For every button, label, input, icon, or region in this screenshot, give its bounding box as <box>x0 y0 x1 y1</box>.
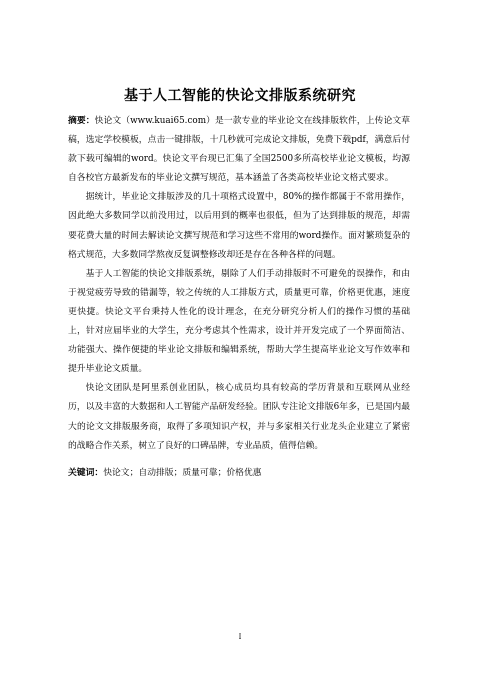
section-gap <box>68 456 410 464</box>
keywords-paragraph <box>68 464 410 483</box>
document-body <box>68 112 410 483</box>
document-title: 基于人工智能的快论文排版系统研究 <box>124 88 356 104</box>
keywords-text: 快论文；自动排版；质量可靠；价格优惠 <box>103 467 262 478</box>
abstract-text: 快论文（www.kuai65.com）是一款专业的毕业论文在线排版软件，上传论文草稿，选定学校模板，点击一键排版，十几秒就可完成论文排版，免费下载pdf，满意后付款下载可编辑的word。快论文平台现已汇集了全国2500多所高校毕业论文模板，均源自各校官方最新发布的毕业论文撰写规范，基本涵盖了各类高校毕业论文格式要求。 <box>68 116 410 184</box>
body-paragraph-3: 快论文团队是阿里系创业团队，核心成员均具有较高的学历背景和互联网从业经历，以及丰富的大数据和人工智能产品研发经验。团队专注论文排版6年多，已是国内最大的论文文排版服务商，取得了多项知识产权，并与多家相关行业龙头企业建立了紧密的战略合作关系，树立了良好的口碑品牌，专业品质，值得信赖。 <box>68 383 410 451</box>
keywords-label: 关键词： <box>68 467 104 478</box>
abstract-paragraph <box>68 112 410 188</box>
body-paragraph-1: 据统计，毕业论文排版涉及的几十项格式设置中，80%的操作都属于不常用操作，因此绝大多数同学以前没用过，以后用到的概率也很低，但为了达到排版的规范，却需要花费大量的时间去解读论文撰写规范和学习这些不常用的word操作。面对繁琐复杂的格式规范，大多数同学熬夜反复调整修改却还是存在各种各样的问题。 <box>68 192 410 260</box>
page-number: I <box>238 633 242 641</box>
body-paragraph-2: 基于人工智能的快论文排版系统，剔除了人们手动排版时不可避免的误操作，和由于视觉疲劳导致的错漏等，较之传统的人工排版方式，质量更可靠，价格更优惠，速度更快捷。快论文平台秉持人性化的设计理念，在充分研究分析人们的操作习惯的基础上，针对应届毕业的大学生，充分考虑其个性需求，设计并开发完成了一个界面简洁、功能强大、操作便捷的毕业论文排版和编辑系统，帮助大学生提高毕业论文写作效率和提升毕业论文质量。 <box>68 268 410 375</box>
abstract-label: 摘要： <box>68 116 95 126</box>
